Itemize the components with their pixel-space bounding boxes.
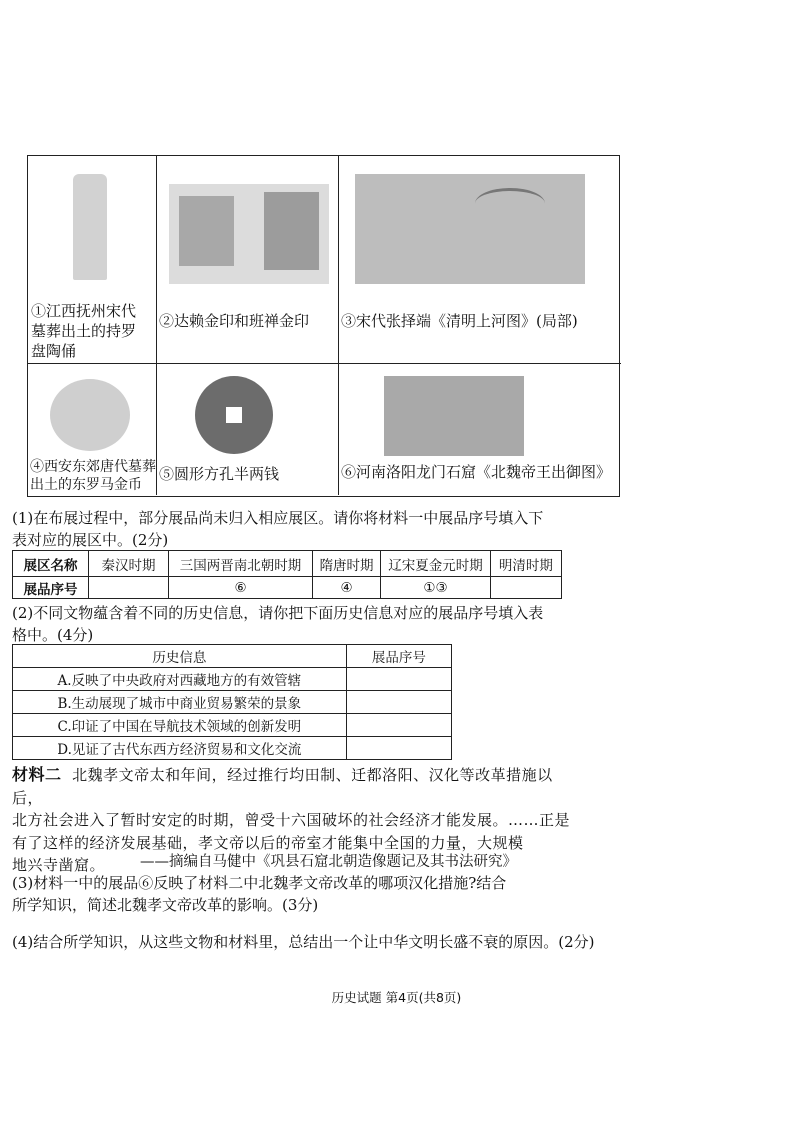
exhibit-caption-4: ④西安东郊唐代墓葬 出土的东罗马金币 bbox=[30, 459, 156, 493]
exhibit-cell-6 bbox=[339, 364, 621, 495]
gold-coin-image bbox=[50, 379, 130, 451]
banliang-coin-image bbox=[195, 376, 273, 454]
zone-number-suitang[interactable]: ④ bbox=[312, 577, 380, 599]
question-3: (3)材料一中的展品⑥反映了材料二中北魏孝文帝改革的哪项汉化措施?结合 所学知识，简述北魏孝文帝改革的影响。(3分) bbox=[12, 874, 507, 914]
info-answer-b[interactable] bbox=[346, 691, 451, 714]
question-4: (4)结合所学知识，从这些文物和材料里，总结出一个让中华文明长盛不衰的原因。(2分) bbox=[12, 933, 595, 951]
exhibit-cell-3 bbox=[339, 156, 621, 364]
page-footer: 历史试题 第4页(共8页) bbox=[331, 990, 462, 1005]
exhibit-caption-3: ③宋代张择端《清明上河图》(局部) bbox=[341, 312, 578, 330]
info-row-c: C.印证了中国在导航技术领域的创新发明 bbox=[13, 714, 347, 737]
info-answer-a[interactable] bbox=[346, 668, 451, 691]
zone-suitang: 隋唐时期 bbox=[312, 551, 380, 577]
info-header-history: 历史信息 bbox=[13, 645, 347, 668]
pottery-figurine-image bbox=[73, 174, 107, 280]
zone-header-name: 展区名称 bbox=[13, 551, 89, 577]
material-2-label: 材料二 bbox=[12, 765, 62, 784]
info-table bbox=[12, 644, 452, 760]
zone-number-liaosong[interactable]: ①③ bbox=[381, 577, 491, 599]
exhibit-caption-1: ①江西抚州宋代 墓葬出土的持罗 盘陶俑 bbox=[31, 302, 137, 360]
zone-header-number: 展品序号 bbox=[13, 577, 89, 599]
emperor-procession-relief-image bbox=[384, 376, 524, 456]
golden-seals-image bbox=[169, 184, 329, 284]
zone-number-mingqing[interactable] bbox=[490, 577, 561, 599]
exhibit-cell-1 bbox=[28, 156, 157, 364]
info-answer-d[interactable] bbox=[346, 737, 451, 760]
qingming-painting-image bbox=[355, 174, 585, 284]
info-header-number: 展品序号 bbox=[346, 645, 451, 668]
zone-qinhan: 秦汉时期 bbox=[89, 551, 169, 577]
info-answer-c[interactable] bbox=[346, 714, 451, 737]
material-2: 材料二 北魏孝文帝太和年间，经过推行均田制、迁都洛阳、汉化等改革措施以后， 北方社会进入了暂时安定的时期，曾受十六国破坏的社会经济才能发展。……正是 有了这样的经济发展基础，孝文帝以后的帝室才能集中全国的力量，大规模 地兴寺凿窟。 bbox=[12, 765, 571, 874]
info-row-a: A.反映了中央政府对西藏地方的有效管辖 bbox=[13, 668, 347, 691]
exhibit-cell-2 bbox=[157, 156, 339, 364]
info-row-d: D.见证了古代东西方经济贸易和文化交流 bbox=[13, 737, 347, 760]
zone-sanguo: 三国两晋南北朝时期 bbox=[169, 551, 313, 577]
exhibit-grid bbox=[27, 155, 620, 497]
exhibit-caption-2: ②达赖金印和班禅金印 bbox=[159, 312, 310, 330]
exhibit-caption-5: ⑤圆形方孔半两钱 bbox=[159, 465, 280, 483]
zone-mingqing: 明清时期 bbox=[490, 551, 561, 577]
exhibit-caption-6: ⑥河南洛阳龙门石窟《北魏帝王出御图》 bbox=[341, 463, 612, 481]
zone-liaosong: 辽宋夏金元时期 bbox=[381, 551, 491, 577]
exhibit-cell-4 bbox=[28, 364, 157, 495]
info-row-b: B.生动展现了城市中商业贸易繁荣的景象 bbox=[13, 691, 347, 714]
zone-table bbox=[12, 550, 562, 599]
question-1: (1)在布展过程中，部分展品尚未归入相应展区。请你将材料一中展品序号填入下 表对应的展区中。(2分) bbox=[12, 509, 544, 549]
material-2-source: ——摘编自马健中《巩县石窟北朝造像题记及其书法研究》 bbox=[140, 854, 517, 870]
question-2: (2)不同文物蕴含着不同的历史信息，请你把下面历史信息对应的展品序号填入表 格中。(4分) bbox=[12, 604, 544, 644]
zone-number-sanguo[interactable]: ⑥ bbox=[169, 577, 313, 599]
exhibit-cell-5 bbox=[157, 364, 339, 495]
zone-number-qinhan[interactable] bbox=[89, 577, 169, 599]
